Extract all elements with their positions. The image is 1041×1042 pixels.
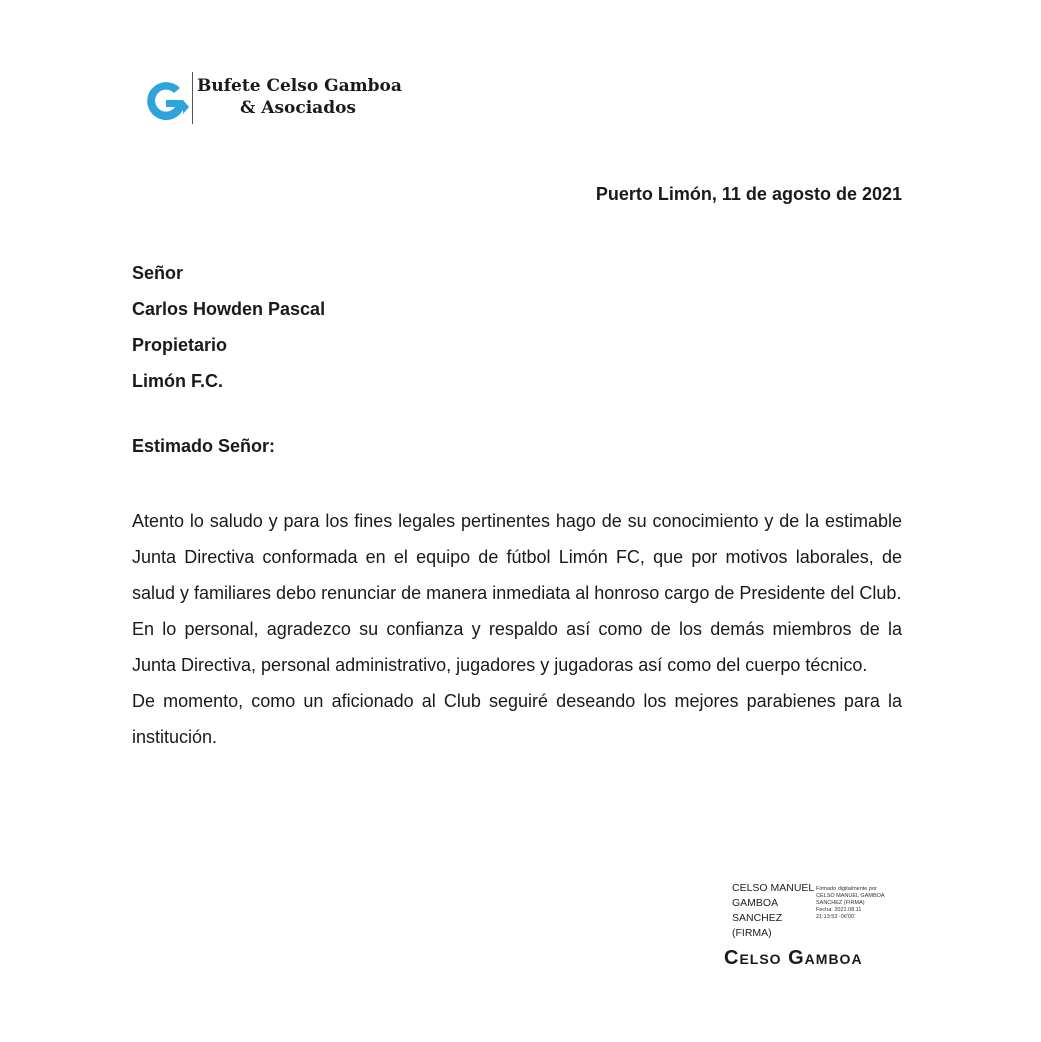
signature-name-line: CELSO MANUEL bbox=[732, 882, 815, 894]
firm-name-line2: & Asociados bbox=[240, 98, 356, 118]
signature-meta-line: Firmado digitalmente por bbox=[816, 886, 877, 892]
signature-name bbox=[732, 881, 816, 941]
recipient-title: Señor bbox=[132, 263, 184, 283]
recipient-name: Carlos Howden Pascal bbox=[132, 299, 326, 319]
signature-name-line: GAMBOA bbox=[732, 897, 779, 909]
body-paragraph: En lo personal, agradezco su confianza y respaldo así como de los demás miembros de la Junta Directiva, personal administrativo, jugadores y jugadoras así como del cuerpo técnico. bbox=[132, 619, 902, 675]
signature-name-line: (FIRMA) bbox=[732, 927, 772, 939]
recipient-organization: Limón F.C. bbox=[132, 371, 223, 391]
recipient-block bbox=[132, 255, 325, 399]
signature-meta-line: 21:13:53 -06'00' bbox=[816, 914, 856, 920]
recipient-position: Propietario bbox=[132, 335, 228, 355]
letter-body bbox=[132, 503, 902, 755]
digital-signature-stamp bbox=[724, 881, 904, 941]
body-paragraph: Atento lo saludo y para los fines legales pertinentes hago de su conocimiento y de la estimable Junta Directiva conformada en el equipo de fútbol Limón FC, que por motivos laborales, de salud y familiares debo renunciar de manera inmediata al honroso cargo de Presidente del Club. bbox=[132, 511, 902, 603]
body-paragraph: De momento, como un aficionado al Club seguiré deseando los mejores parabienes para la institución. bbox=[132, 691, 902, 747]
signature-metadata bbox=[816, 886, 885, 921]
firm-name-line1: Bufete Celso Gamboa bbox=[197, 76, 402, 96]
firm-name bbox=[197, 75, 402, 119]
firm-logo-icon bbox=[140, 76, 190, 126]
date-line: Puerto Limón, 11 de agosto de 2021 bbox=[595, 184, 902, 204]
signature-meta-line: CELSO MANUEL GAMBOA bbox=[816, 893, 885, 899]
logo-divider bbox=[192, 72, 193, 124]
signature-meta-line: Fecha: 2021.08.11 bbox=[816, 907, 862, 913]
signature-block bbox=[724, 881, 904, 970]
signature-meta-line: SANCHEZ (FIRMA) bbox=[816, 900, 865, 906]
letterhead bbox=[140, 72, 402, 128]
salutation: Estimado Señor: bbox=[132, 436, 276, 456]
printed-name: Celso Gamboa bbox=[724, 947, 863, 969]
signature-name-line: SANCHEZ bbox=[732, 912, 783, 924]
